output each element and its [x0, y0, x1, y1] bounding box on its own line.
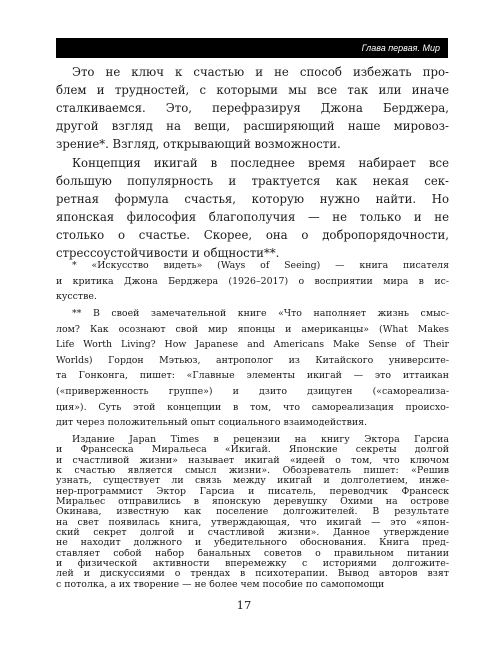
- footnote-line: дит через положительный опыт социального взаимодействия.: [56, 417, 368, 429]
- text-line: столько о счастье. Скорее, она о добропорядочности,: [56, 228, 449, 242]
- text-line: ретная формула счастья, которую нужно найти. Но: [56, 192, 449, 206]
- text-line: не находит должного и убедительного обоснования. Книга пред-: [56, 538, 449, 549]
- text-line: ский секрет долгой и счастливой жизни». Данное утверждение: [56, 527, 449, 538]
- footnote-line: кусстве.: [56, 291, 97, 303]
- page-number: 17: [236, 598, 252, 612]
- text-line: к счастью является смысл жизни». Обозреватель пишет: «Решив: [56, 465, 449, 476]
- text-line: Окинава, известную как поселение долгожителей. В результате: [56, 507, 449, 518]
- footnote-line: ** В своей замечательной книге «Что наполняет жизнь смыс-: [72, 308, 449, 319]
- footnote-line: * «Искусство видеть» (Ways of Seeing) — книга писателя: [72, 260, 449, 271]
- paragraph-3: [56, 435, 449, 590]
- text-line: Миральес отправились в японскую деревушку Охими на острове: [56, 496, 449, 507]
- footnote-line: ция»). Суть этой концепции в том, что самореализация происхо-: [56, 401, 449, 413]
- text-line: стрессоустойчивости и общности**.: [56, 246, 280, 260]
- text-line: блем и трудностей, с которыми мы все так или иначе: [56, 83, 449, 97]
- footnote-2: [56, 306, 449, 431]
- text-line: Это не ключ к счастью и не способ избежать про-: [72, 65, 449, 79]
- text-line: на свет появилась книга, утверждающая, что икигай — это «япон-: [56, 517, 449, 528]
- paragraph-1: [56, 63, 449, 153]
- text-line: сталкиваемся. Это, перефразируя Джона Берджера,: [56, 101, 449, 115]
- paragraph-2: [56, 154, 449, 262]
- text-line: Издание Japan Times в рецензии на книгу Эктора Гарсиа: [72, 435, 449, 445]
- text-line: и Франсеска Миральеса «Икигай. Японские секреты долгой: [56, 445, 449, 456]
- footnote-line: лом? Как осознают свой мир японцы и американцы» (What Makes: [56, 323, 449, 335]
- running-header: Глава первая. Мир: [56, 38, 448, 58]
- text-line: с потолка, а их творение — не более чем пособие по самопомощи: [56, 579, 385, 590]
- text-line: лей и дискуссиями о трендах в психотерапии. Вывод авторов взят: [56, 569, 449, 580]
- text-line: узнать, существует ли связь между икигай и долголетием, инже-: [56, 476, 449, 487]
- footnote-line: Life Worth Living? How Japanese and Americans Make Sense of Their: [56, 339, 449, 351]
- footnote-line: («приверженность группе») и дзито дзицуген («самореализа-: [56, 385, 449, 397]
- text-line: большую популярность и трактуется как некая сек-: [56, 174, 449, 188]
- text-line: другой взгляд на вещи, расширяющий наше мировоз-: [56, 119, 449, 133]
- footnote-1: [56, 258, 449, 305]
- text-line: и физической активности вперемежку с историями долгожите-: [56, 558, 449, 569]
- text-line: японская философия благополучия — не только и не: [56, 210, 449, 224]
- text-line: Концепция икигай в последнее время набирает все: [72, 156, 449, 170]
- text-line: ставляет собой набор банальных советов о правильном питании: [56, 548, 449, 559]
- footnote-line: Worlds) Гордон Мэтьюз, антрополог из Китайского университе-: [56, 354, 449, 366]
- footnote-line: та Гонконга, пишет: «Главные элементы икигай — это иттаикан: [56, 370, 449, 382]
- text-line: нер-программист Эктор Гарсиа и писатель, переводчик Франсеск: [56, 486, 449, 497]
- text-line: и счастливой жизни» называет икигай «идеей о том, что ключом: [56, 455, 449, 466]
- text-line: зрение*. Взгляд, открывающий возможности.: [56, 137, 341, 151]
- footnote-line: и критика Джона Берджера (1926–2017) о восприятии мира в ис-: [56, 275, 449, 287]
